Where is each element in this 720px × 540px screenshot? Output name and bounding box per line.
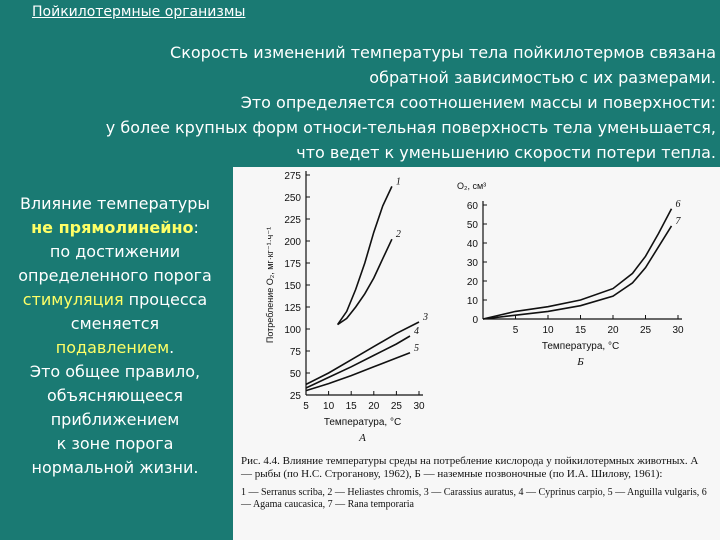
intro-line-4: у более крупных форм относи-тельная поверхность тела уменьшается, [105, 118, 716, 137]
chart-a-series-1-label: 1 [395, 176, 401, 188]
chart-b-y-tick-label: 20 [466, 277, 478, 288]
chart-a-y-label: Потребление O₂, мг·кг⁻¹·ч⁻¹ [265, 226, 275, 344]
left-line-7-tail: . [169, 338, 175, 357]
chart-b-x-tick-label: 10 [542, 325, 554, 336]
nonlinear-highlight: не прямолинейно [31, 218, 194, 237]
charts-svg [233, 167, 720, 452]
temperature-effect-text [0, 192, 230, 480]
intro-line-1: Скорость изменений температуры тела пойкилотермов связана [170, 43, 716, 62]
chart-a-series-5-label: 5 [413, 342, 419, 354]
chart-b-panel-title: Б [577, 356, 584, 368]
chart-a-series-5-line [306, 353, 410, 391]
caption-main: Рис. 4.4. Влияние температуры среды на потребление кислорода у пойкилотермных животных. А — рыбы (по Н.С. Строганову, 1962), Б — наземные позвоночные (по И.А. Шилову, 1961): [241, 455, 699, 480]
chart-b-y-tick-label: 0 [472, 315, 478, 326]
suppression-highlight: подавлением [55, 338, 170, 357]
chart-a-x-label: Температура, °С [323, 417, 402, 428]
caption-species: 1 — Serranus scriba, 2 — Heliastes chromis, 3 — Carassius auratus, 4 — Cyprinus carpio, 5 — Anguilla vulgaris, 6 — Agama caucasica, 7 — Rana temporaria [241, 487, 707, 510]
left-line-11: к зоне порога [56, 434, 174, 453]
left-line-8: Это общее правило, [29, 362, 201, 381]
chart-a-y-tick-label: 250 [284, 193, 301, 204]
chart-b-series-7-label: 7 [675, 215, 681, 227]
chart-b-series-6-line [483, 209, 672, 319]
chart-a-x-tick-label: 15 [345, 401, 357, 412]
chart-a-y-tick-label: 50 [289, 369, 301, 380]
chart-a-y-tick-label: 200 [284, 237, 301, 248]
chart-a-y-tick-label: 225 [284, 215, 301, 226]
chart-a-y-tick-label: 25 [289, 391, 301, 402]
chart-b-y-tick-label: 10 [466, 296, 478, 307]
left-line-3: по достижении [49, 242, 181, 261]
chart-a-series-2-label: 2 [395, 229, 401, 241]
left-line-10: приближением [50, 410, 180, 429]
chart-a-x-tick-label: 30 [413, 401, 425, 412]
chart-b-y-tick-label: 30 [466, 258, 478, 269]
intro-paragraph [20, 40, 720, 165]
intro-line-2: обратной зависимостью с их размерами. [369, 68, 716, 87]
chart-b-y-tick-label: 60 [466, 201, 478, 212]
chart-b-x-tick-label: 5 [512, 325, 519, 336]
chart-a-y-tick-label: 125 [284, 303, 301, 314]
chart-a-series-3-line [306, 322, 419, 384]
left-line-4: определенного порога [18, 266, 212, 285]
chart-b-series-6-label: 6 [675, 198, 681, 210]
figure-oxygen-consumption [233, 167, 720, 540]
chart-b-x-tick-label: 20 [607, 325, 619, 336]
figure-caption [241, 455, 711, 517]
slide-title: Пойкилотермные организмы [32, 4, 246, 20]
chart-a-x-tick-label: 10 [323, 401, 335, 412]
chart-b-x-tick-label: 30 [672, 325, 684, 336]
stimulation-highlight: стимуляция [22, 290, 124, 309]
left-line-7 [0, 336, 230, 360]
chart-b-y-label: O₂, см³ [457, 181, 487, 191]
left-line-5-tail: процесса [123, 290, 208, 309]
left-line-6: сменяется [70, 314, 160, 333]
left-line-2 [0, 216, 230, 240]
chart-b-y-tick-label: 40 [466, 239, 478, 250]
chart-a-series-4-label: 4 [413, 326, 419, 338]
chart-b-x-tick-label: 15 [574, 325, 587, 336]
chart-b-x-label: Температура, °С [541, 341, 620, 352]
chart-a-x-tick-label: 25 [390, 401, 402, 412]
chart-a-x-tick-label: 5 [303, 401, 309, 412]
chart-a-y-tick-label: 150 [284, 281, 301, 292]
chart-a-series-3-label: 3 [423, 311, 428, 323]
chart-a-y-tick-label: 175 [284, 259, 301, 270]
chart-a-x-tick-label: 20 [368, 401, 380, 412]
intro-line-5: что ведет к уменьшению скорости потери тепла. [296, 143, 716, 162]
left-line-1: Влияние температуры [19, 194, 211, 213]
left-line-5 [0, 288, 230, 312]
chart-b-x-tick-label: 25 [639, 325, 652, 336]
chart-a-y-tick-label: 75 [289, 347, 301, 358]
chart-b-y-tick-label: 50 [466, 220, 478, 231]
chart-a-series-4-line [306, 336, 410, 388]
left-line-2-tail: : [193, 218, 199, 237]
left-line-12: нормальной жизни. [31, 458, 199, 477]
chart-a-panel-title: А [359, 432, 366, 444]
intro-line-3: Это определяется соотношением массы и поверхности: [240, 93, 716, 112]
left-line-9: объясняющееся [46, 386, 184, 405]
chart-b-series-7-line [483, 226, 672, 319]
chart-a-y-tick-label: 275 [284, 171, 301, 182]
chart-a-y-tick-label: 100 [284, 325, 301, 336]
